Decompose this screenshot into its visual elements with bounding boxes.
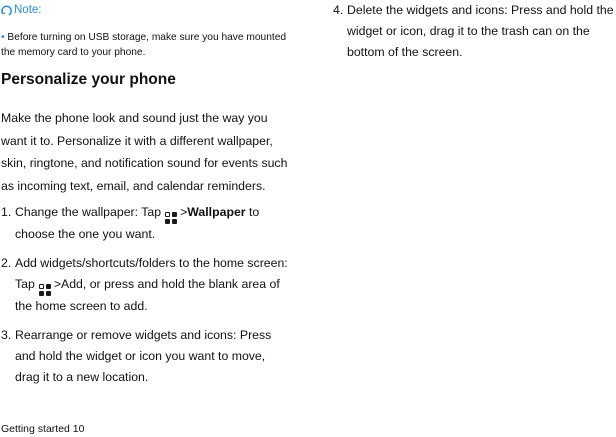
app-menu-icon — [39, 284, 51, 296]
wallpaper-label: Wallpaper — [187, 205, 246, 219]
note-arrow-icon — [0, 4, 13, 17]
intro-paragraph: Make the phone look and sound just the way you want it to. Personalize it with a different wallpaper, skin, ringtone, and notification sound for events such as incoming text, email, and calendar reminders. — [1, 111, 288, 193]
step-number: 2. — [1, 256, 12, 270]
step-text: to choose the one you want. — [15, 205, 260, 241]
list-item — [1, 202, 293, 245]
step-number: 3. — [1, 328, 12, 342]
note-bullet: • — [1, 32, 5, 43]
app-menu-icon — [165, 212, 177, 224]
section-heading: Personalize your phone — [1, 71, 176, 88]
list-item — [333, 0, 616, 63]
step-number: 1. — [1, 205, 12, 219]
step-text: Delete the widgets and icons: Press and hold the widget or icon, drag it to the trash can on the bottom of the screen. — [347, 3, 614, 59]
list-item — [1, 253, 293, 317]
step-separator: > — [180, 205, 188, 219]
note-text — [1, 31, 291, 60]
note-label: Note: — [14, 4, 42, 16]
list-item — [1, 325, 293, 388]
step-text: Rearrange or remove widgets and icons: Press and hold the widget or icon you want to move, drag it to a new location. — [15, 328, 272, 384]
note-header — [0, 2, 42, 18]
step-text: >Add, or press and hold the blank area of the home screen to add. — [15, 277, 280, 313]
step-text: Change the wallpaper: Tap — [15, 205, 162, 219]
step-number: 4. — [333, 3, 344, 17]
page-footer: Getting started 10 — [1, 423, 85, 435]
step-text: Add widgets/shortcuts/folders to the home screen: Tap — [15, 256, 288, 291]
note-body: Before turning on USB storage, make sure you have mounted the memory card to your phone. — [1, 32, 287, 58]
